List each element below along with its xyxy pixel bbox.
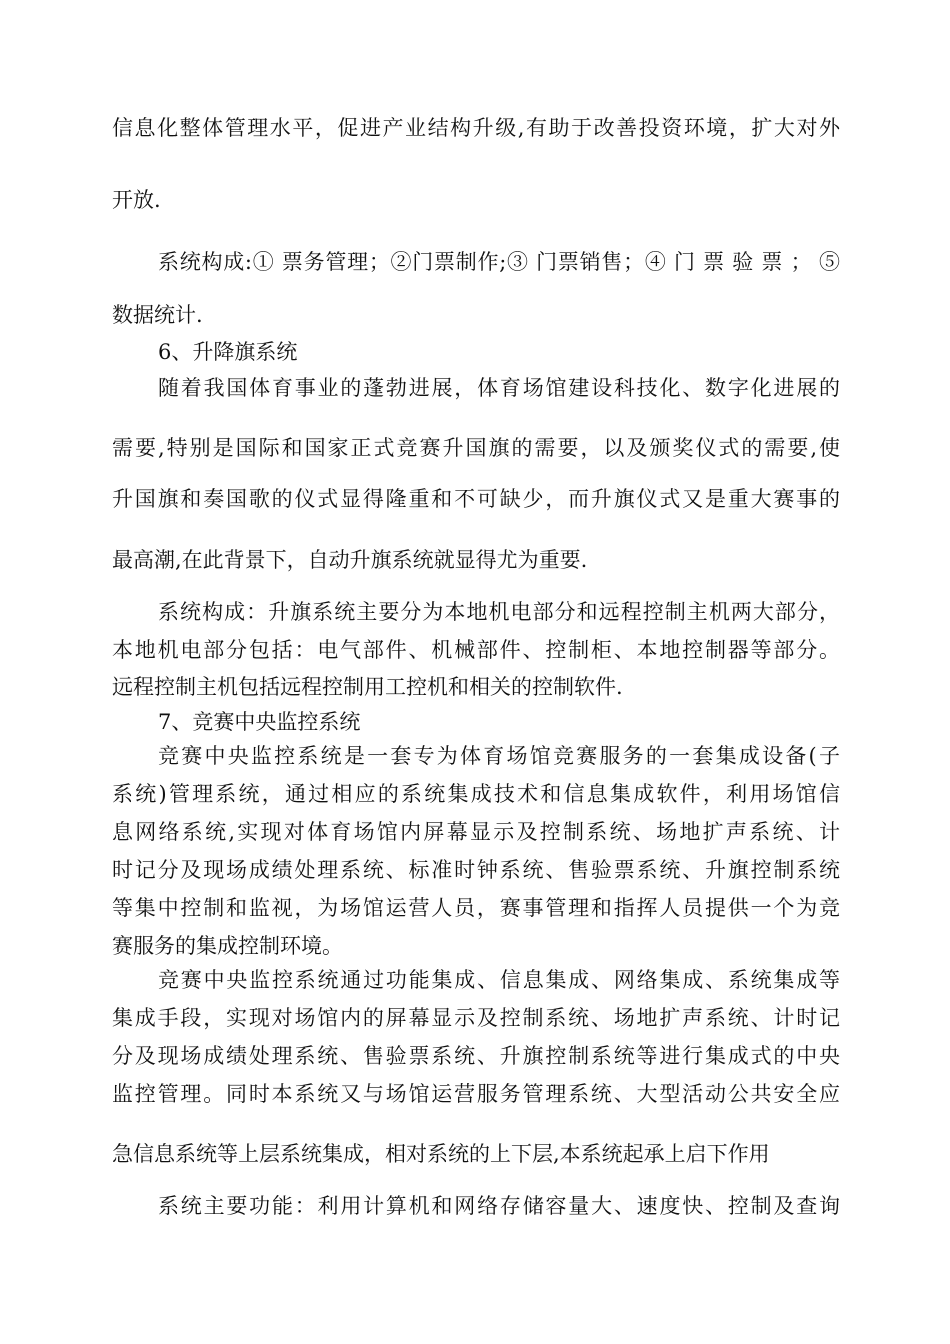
text-line: 信息化整体管理水平，促进产业结构升级,有助于改善投资环境，扩大对外 bbox=[112, 116, 840, 140]
text-line: 本地机电部分包括：电气部件、机械部件、控制柜、本地控制器等部分。 bbox=[112, 638, 840, 662]
text-line: 数据统计. bbox=[112, 303, 203, 327]
text-line: 远程控制主机包括远程控制用工控机和相关的控制软件. bbox=[112, 675, 623, 699]
text-line: 系统)管理系统，通过相应的系统集成技术和信息集成软件，利用场馆信 bbox=[112, 782, 840, 806]
text-line: 系统主要功能：利用计算机和网络存储容量大、速度快、控制及查询 bbox=[158, 1194, 840, 1218]
text-line: 升国旗和奏国歌的仪式显得隆重和不可缺少，而升旗仪式又是重大赛事的 bbox=[112, 487, 840, 511]
section-heading: 6、升降旗系统 bbox=[158, 340, 298, 364]
text-line: 系统构成:① 票务管理；②门票制作;③ 门票销售；④ 门 票 验 票 ； ⑤ bbox=[158, 250, 840, 274]
text-line: 随着我国体育事业的蓬勃进展，体育场馆建设科技化、数字化进展的 bbox=[158, 376, 840, 400]
text-line: 监控管理。同时本系统又与场馆运营服务管理系统、大型活动公共安全应 bbox=[112, 1082, 840, 1106]
text-line: 等集中控制和监视，为场馆运营人员，赛事管理和指挥人员提供一个为竞 bbox=[112, 896, 840, 920]
text-line: 集成手段，实现对场馆内的屏幕显示及控制系统、场地扩声系统、计时记 bbox=[112, 1006, 840, 1030]
text-line: 时记分及现场成绩处理系统、标准时钟系统、售验票系统、升旗控制系统 bbox=[112, 858, 840, 882]
text-line: 赛服务的集成控制环境。 bbox=[112, 934, 343, 958]
text-line: 息网络系统,实现对体育场馆内屏幕显示及控制系统、场地扩声系统、计 bbox=[112, 820, 840, 844]
text-line: 竞赛中央监控系统是一套专为体育场馆竞赛服务的一套集成设备(子 bbox=[158, 744, 840, 768]
text-line: 开放. bbox=[112, 188, 161, 212]
text-line: 系统构成：升旗系统主要分为本地机电部分和远程控制主机两大部分， bbox=[158, 600, 840, 624]
text-line: 竞赛中央监控系统通过功能集成、信息集成、网络集成、系统集成等 bbox=[158, 968, 840, 992]
text-line: 最高潮,在此背景下，自动升旗系统就显得尤为重要. bbox=[112, 548, 588, 572]
section-heading: 7、竞赛中央监控系统 bbox=[158, 710, 361, 734]
text-line: 需要,特别是国际和国家正式竞赛升国旗的需要，以及颁奖仪式的需要,使 bbox=[112, 436, 840, 460]
text-line: 分及现场成绩处理系统、售验票系统、升旗控制系统等进行集成式的中央 bbox=[112, 1044, 840, 1068]
text-line: 急信息系统等上层系统集成，相对系统的上下层,本系统起承上启下作用 bbox=[112, 1142, 770, 1166]
